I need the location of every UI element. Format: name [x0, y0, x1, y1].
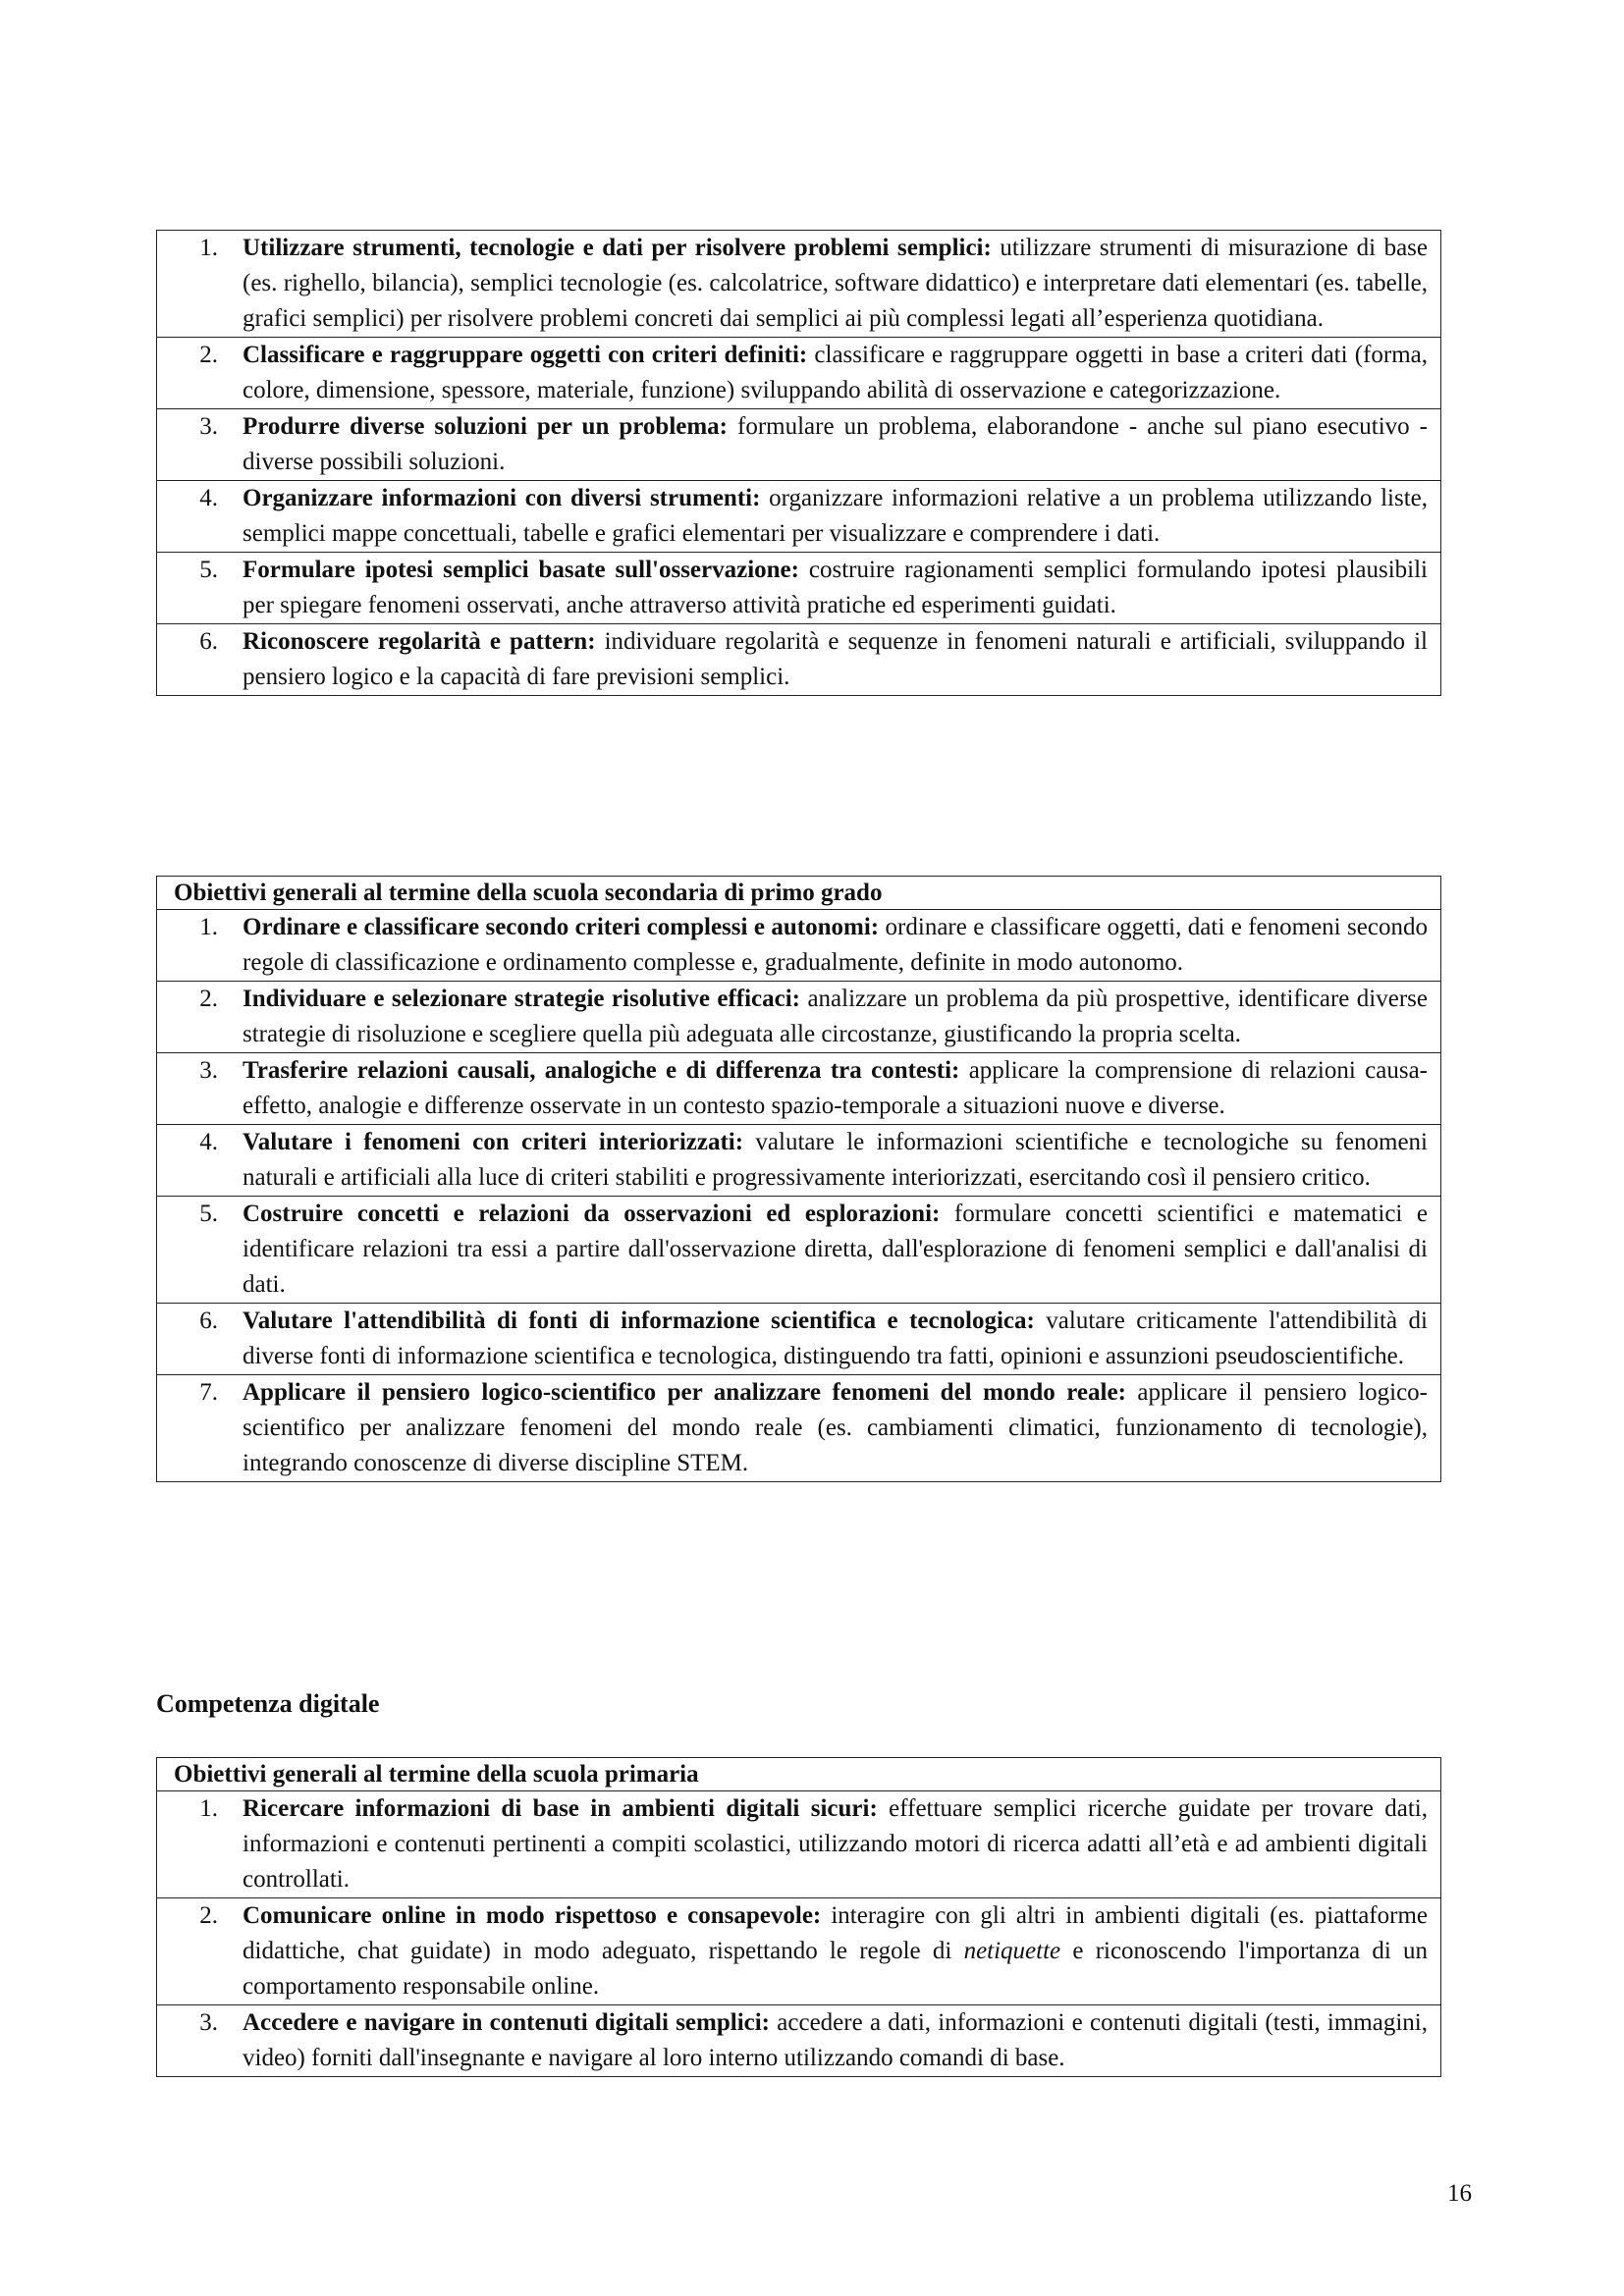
item-number: 7. — [199, 1379, 218, 1406]
list-item — [157, 409, 1440, 481]
item-number: 2. — [199, 342, 218, 368]
item-body — [243, 231, 1440, 337]
item-number: 5. — [199, 1201, 218, 1227]
item-text: individuare regolarità e sequenze in fenomeni naturali e artificiali, sviluppando il pensiero logico e la capacità di fare previsioni semplici. — [243, 628, 1428, 690]
item-title: Valutare l'attendibilità di fonti di informazione scientifica e tecnologica: — [243, 1308, 1035, 1334]
list-item — [157, 1898, 1440, 2005]
list-item — [157, 1125, 1440, 1197]
list-item — [157, 553, 1440, 624]
objectives-table-primary-continued — [156, 230, 1441, 696]
item-text: accedere a dati, informazioni e contenuti digitali (testi, immagini, video) forniti dall'insegnante e navigare al loro interno utilizzando comandi di base. — [243, 2009, 1428, 2071]
item-body — [243, 409, 1440, 480]
item-text: costruire ragionamenti semplici formulando ipotesi plausibili per spiegare fenomeni osservati, anche attraverso attività pratiche ed esperimenti guidati. — [243, 557, 1428, 618]
item-text: e riconoscendo l'importanza di un comportamento responsabile online. — [243, 1938, 1429, 2000]
objectives-table-secondary — [156, 876, 1441, 1482]
item-body — [243, 1304, 1440, 1374]
item-body — [243, 1791, 1440, 1897]
item-body — [243, 982, 1440, 1052]
item-body — [243, 1125, 1440, 1196]
section-heading: Competenza digitale — [156, 1689, 380, 1718]
item-body — [243, 481, 1440, 552]
item-title: Valutare i fenomeni con criteri interiorizzati: — [243, 1129, 744, 1155]
item-body — [243, 910, 1440, 981]
item-number: 1. — [199, 1795, 218, 1822]
item-title: Accedere e navigare in contenuti digitali semplici: — [243, 2009, 771, 2036]
item-number: 3. — [199, 413, 218, 440]
item-text: organizzare informazioni relative a un problema utilizzando liste, semplici mappe concettuali, tabelle e grafici elementari per visualizzare e comprendere i dati. — [243, 485, 1428, 547]
item-title: Comunicare online in modo rispettoso e consapevole: — [243, 1902, 822, 1929]
item-text: formulare un problema, elaborandone - anche sul piano esecutivo - diverse possibili soluzioni. — [243, 413, 1428, 475]
table-header: Obiettivi generali al termine della scuola primaria — [157, 1758, 1440, 1791]
item-number: 6. — [199, 1308, 218, 1334]
item-body — [243, 553, 1440, 623]
list-item — [157, 338, 1440, 409]
item-body — [243, 624, 1440, 695]
item-title: Trasferire relazioni causali, analogiche e di differenza tra contesti: — [243, 1057, 960, 1084]
list-item — [157, 1197, 1440, 1304]
item-text: valutare criticamente l'attendibilità di diverse fonti di informazione scientifica e tecnologica, distinguendo tra fatti, opinioni e assunzioni pseudoscientifiche. — [243, 1308, 1428, 1369]
item-text: utilizzare strumenti di misurazione di base (es. righello, bilancia), semplici tecnologie (es. calcolatrice, software didattico) e interpretare dati elementari (es. tabelle, grafici semplici) per risolvere problemi concreti dai semplici ai più complessi legati all’esperienza quotidiana. — [243, 235, 1429, 332]
item-body — [243, 338, 1440, 408]
list-item — [157, 910, 1440, 982]
list-item — [157, 1375, 1440, 1481]
item-text-italic: netiquette — [963, 1938, 1061, 1964]
item-title: Ordinare e classificare secondo criteri complessi e autonomi: — [243, 914, 880, 940]
item-text: ordinare e classificare oggetti, dati e fenomeni secondo regole di classificazione e ordinamento complesse e, gradualmente, definite in modo autonomo. — [243, 914, 1428, 976]
item-title: Classificare e raggruppare oggetti con criteri definiti: — [243, 342, 808, 368]
item-number: 6. — [199, 628, 218, 655]
item-number: 4. — [199, 485, 218, 511]
item-title: Organizzare informazioni con diversi strumenti: — [243, 485, 761, 511]
item-text: analizzare un problema da più prospettive, identificare diverse strategie di risoluzione e scegliere quella più adeguata alle circostanze, giustificando la propria scelta. — [243, 986, 1428, 1047]
item-number: 4. — [199, 1129, 218, 1155]
item-text: classificare e raggruppare oggetti in base a criteri dati (forma, colore, dimensione, spessore, materiale, funzione) sviluppando abilità di osservazione e categorizzazione. — [243, 342, 1429, 403]
list-item — [157, 481, 1440, 553]
item-body — [243, 1375, 1440, 1481]
item-title: Riconoscere regolarità e pattern: — [243, 628, 596, 655]
objectives-table-digital-primary — [156, 1757, 1441, 2077]
item-text: effettuare semplici ricerche guidate per trovare dati, informazioni e contenuti pertinenti a compiti scolastici, utilizzando motori di ricerca adatti all’età e ad ambienti digitali controllati. — [243, 1795, 1428, 1893]
item-text: valutare le informazioni scientifiche e tecnologiche su fenomeni naturali e artificiali alla luce di criteri stabiliti e progressivamente interiorizzati, esercitando così il pensiero critico. — [243, 1129, 1428, 1191]
table-header: Obiettivi generali al termine della scuola secondaria di primo grado — [157, 877, 1440, 910]
item-title: Produrre diverse soluzioni per un problema: — [243, 413, 729, 440]
item-body — [243, 2005, 1440, 2076]
list-item — [157, 982, 1440, 1053]
item-number: 3. — [199, 1057, 218, 1084]
item-number: 2. — [199, 1902, 218, 1929]
list-item — [157, 624, 1440, 695]
item-body — [243, 1053, 1440, 1124]
item-text: formulare concetti scientifici e matematici e identificare relazioni tra essi a partire dall'osservazione diretta, dall'esplorazione di fenomeni semplici e dall'analisi di dati. — [243, 1201, 1428, 1298]
item-title: Ricercare informazioni di base in ambienti digitali sicuri: — [243, 1795, 878, 1822]
item-number: 2. — [199, 986, 218, 1012]
item-body — [243, 1197, 1440, 1303]
item-body — [243, 1898, 1440, 2004]
item-number: 5. — [199, 557, 218, 583]
list-item — [157, 1053, 1440, 1125]
item-title: Formulare ipotesi semplici basate sull'osservazione: — [243, 557, 799, 583]
item-title: Utilizzare strumenti, tecnologie e dati per risolvere problemi semplici: — [243, 235, 992, 261]
item-number: 1. — [199, 235, 218, 261]
item-title: Individuare e selezionare strategie risolutive efficaci: — [243, 986, 801, 1012]
item-number: 3. — [199, 2009, 218, 2036]
list-item — [157, 2005, 1440, 2076]
list-item — [157, 231, 1440, 338]
page-number: 16 — [1447, 2180, 1472, 2207]
item-title: Costruire concetti e relazioni da osservazioni ed esplorazioni: — [243, 1201, 941, 1227]
list-item — [157, 1304, 1440, 1375]
list-item — [157, 1791, 1440, 1898]
item-text: applicare il pensiero logico-scientifico per analizzare fenomeni del mondo reale (es. cambiamenti climatici, funzionamento di tecnologie), integrando conoscenze di diverse discipline STEM. — [243, 1379, 1429, 1476]
item-number: 1. — [199, 914, 218, 940]
item-title: Applicare il pensiero logico-scientifico per analizzare fenomeni del mondo reale: — [243, 1379, 1126, 1406]
item-text: interagire con gli altri in ambienti digitali (es. piattaforme didattiche, chat guidate) in modo adeguato, rispettando le regole di — [243, 1902, 1428, 1964]
item-text: applicare la comprensione di relazioni causa-effetto, analogie e differenze osservate in un contesto spazio-temporale a situazioni nuove e diverse. — [243, 1057, 1429, 1119]
